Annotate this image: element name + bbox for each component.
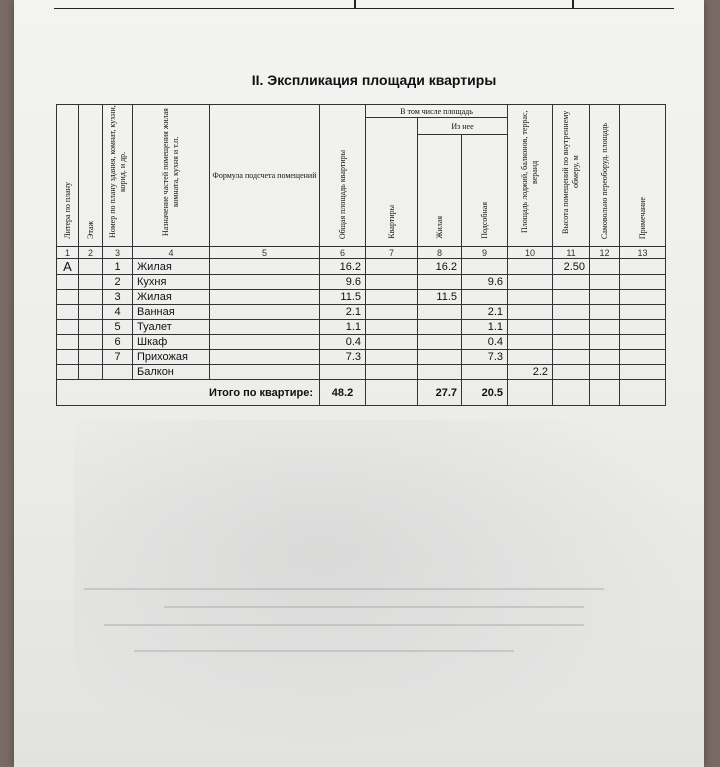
table-row <box>57 305 666 320</box>
cell-vysota <box>553 365 590 380</box>
cell-podsobnaya: 1.1 <box>462 320 508 335</box>
cell-zhilaya <box>418 320 462 335</box>
faint-text-line <box>104 624 584 626</box>
cell-obshaya: 9.6 <box>320 275 366 290</box>
total-podsobnaya: 20.5 <box>462 380 508 406</box>
cell-podsobnaya <box>462 259 508 275</box>
faint-text-line <box>164 606 584 608</box>
table-row <box>57 335 666 350</box>
cell-obshaya: 7.3 <box>320 350 366 365</box>
cell-zhilaya <box>418 365 462 380</box>
cell-vysota <box>553 275 590 290</box>
cell-lodzhii <box>508 275 553 290</box>
cell-zhilaya <box>418 305 462 320</box>
cell-zhilaya <box>418 275 462 290</box>
cell-vysota <box>553 335 590 350</box>
cell-zhilaya: 16.2 <box>418 259 462 275</box>
cell-nomer: 2 <box>103 275 133 290</box>
top-table-edge <box>54 0 674 9</box>
cell-nomer: 4 <box>103 305 133 320</box>
cell-lodzhii <box>508 305 553 320</box>
table-row <box>57 275 666 290</box>
cell-vysota <box>553 350 590 365</box>
cell-zhilaya <box>418 350 462 365</box>
col-header-v-tom-chisle: В том числе площадь <box>366 105 508 118</box>
cell-nomer <box>103 365 133 380</box>
cell-obshaya: 2.1 <box>320 305 366 320</box>
cell-vysota <box>553 320 590 335</box>
cell-nomer: 6 <box>103 335 133 350</box>
cell-obshaya: 16.2 <box>320 259 366 275</box>
document-page <box>14 0 704 767</box>
faint-text-line <box>134 650 514 652</box>
cell-naznachenie: Жилая <box>133 259 210 275</box>
cell-obshaya: 0.4 <box>320 335 366 350</box>
col-header-naznachenie: Назначение частей помещения жилая комната, кухня и т.п. <box>133 105 210 247</box>
total-zhilaya: 27.7 <box>418 380 462 406</box>
cell-naznachenie: Ванная <box>133 305 210 320</box>
cell-podsobnaya <box>462 365 508 380</box>
col-header-samovolno: Самовольно переоборуд. площадь <box>590 105 620 247</box>
faint-text-line <box>84 588 604 590</box>
total-label: Итого по квартире: <box>57 380 320 406</box>
table-row <box>57 259 666 275</box>
cell-lodzhii <box>508 290 553 305</box>
cell-podsobnaya: 7.3 <box>462 350 508 365</box>
col-header-kvartiry: Квартиры <box>366 118 418 247</box>
cell-vysota <box>553 290 590 305</box>
col-header-formula: Формула подсчета помещений <box>210 105 320 247</box>
cell-naznachenie: Балкон <box>133 365 210 380</box>
col-header-litera: Литера по плану <box>57 105 79 247</box>
total-row <box>57 380 666 406</box>
cell-obshaya: 1.1 <box>320 320 366 335</box>
cell-nomer: 5 <box>103 320 133 335</box>
section-title: II. Экспликация площади квартиры <box>251 72 497 88</box>
cell-lodzhii <box>508 335 553 350</box>
cell-vysota <box>553 305 590 320</box>
col-header-vysota: Высота помещений по внутреннему обмеру, м <box>553 105 590 247</box>
cell-lodzhii: 2.2 <box>508 365 553 380</box>
col-header-iz-nee: Из нее <box>418 118 508 135</box>
cell-obshaya <box>320 365 366 380</box>
table-row <box>57 320 666 335</box>
cell-podsobnaya <box>462 290 508 305</box>
col-header-podsobnaya: Подсобная <box>462 135 508 247</box>
total-obshaya: 48.2 <box>320 380 366 406</box>
cell-nomer: 7 <box>103 350 133 365</box>
cell-lodzhii <box>508 259 553 275</box>
cell-vysota: 2.50 <box>553 259 590 275</box>
print-show-through <box>74 420 694 750</box>
cell-lodzhii <box>508 320 553 335</box>
cell-naznachenie: Туалет <box>133 320 210 335</box>
col-header-zhilaya: Жилая <box>418 135 462 247</box>
col-header-obshaya: Общая площадь квартиры <box>320 105 366 247</box>
cell-zhilaya: 11.5 <box>418 290 462 305</box>
cell-naznachenie: Жилая <box>133 290 210 305</box>
cell-podsobnaya: 2.1 <box>462 305 508 320</box>
col-header-nomer: Номер по плану здания, комнат, кухни, корид. и др. <box>103 105 133 247</box>
cell-naznachenie: Кухня <box>133 275 210 290</box>
cell-lodzhii <box>508 350 553 365</box>
cell-litera: А <box>57 259 79 275</box>
cell-naznachenie: Прихожая <box>133 350 210 365</box>
cell-naznachenie: Шкаф <box>133 335 210 350</box>
column-number-row: 1 2 3 4 5 6 7 8 9 10 11 12 13 <box>57 247 666 259</box>
cell-obshaya: 11.5 <box>320 290 366 305</box>
cell-podsobnaya: 0.4 <box>462 335 508 350</box>
table-row <box>57 350 666 365</box>
cell-nomer: 1 <box>103 259 133 275</box>
cell-nomer: 3 <box>103 290 133 305</box>
col-header-lodzhii: Площадь лоджий, балконов, террас, веранд <box>508 105 553 247</box>
col-header-etazh: Этаж <box>79 105 103 247</box>
cell-zhilaya <box>418 335 462 350</box>
area-explication-table <box>56 104 666 406</box>
cell-podsobnaya: 9.6 <box>462 275 508 290</box>
table-row <box>57 290 666 305</box>
col-header-primechanie: Примечание <box>620 105 666 247</box>
table-row <box>57 365 666 380</box>
header-row-1 <box>57 105 666 118</box>
